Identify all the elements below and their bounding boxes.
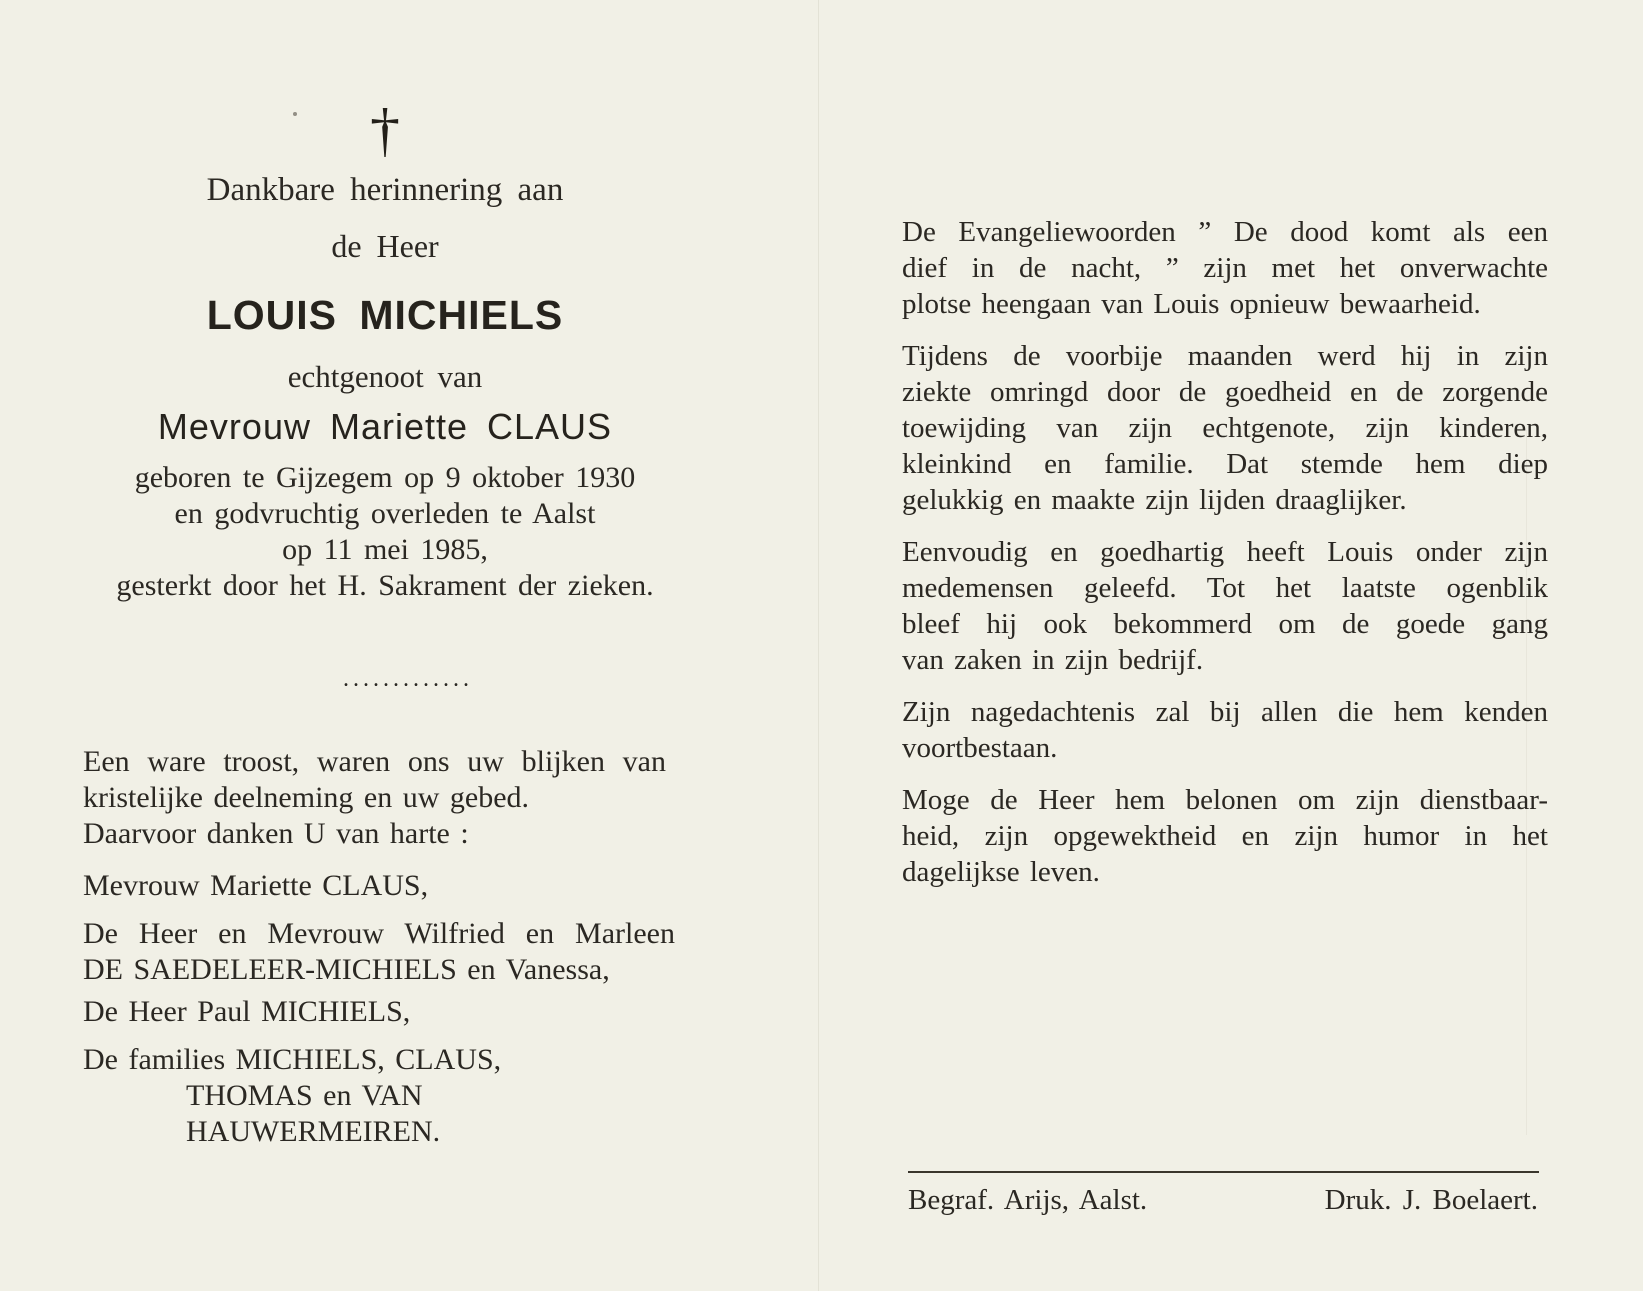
printer-credit: Druk. J. Boelaert. — [1324, 1184, 1538, 1216]
eulogy-line: medemensen geleefd. Tot het laatste ogenblik — [902, 572, 1548, 604]
eulogy-line: De Evangeliewoorden ” De dood komt als een — [902, 216, 1548, 248]
eulogy-line: gelukkig en maakte zijn lijden draaglijker. — [902, 484, 1407, 516]
mourner-group — [83, 916, 675, 988]
eulogy-line: toewijding van zijn echtgenote, zijn kinderen, — [902, 412, 1548, 444]
spouse-name: Mevrouw Mariette CLAUS — [157, 406, 613, 447]
eulogy-line: Eenvoudig en goedhartig heeft Louis onder zijn — [902, 536, 1548, 568]
mourner-group — [83, 1042, 675, 1150]
deceased-name: LOUIS MICHIELS — [206, 292, 564, 338]
eulogy-line: Tijdens de voorbije maanden werd hij in zijn — [902, 340, 1548, 372]
mourner-line: THOMAS en VAN HAUWERMEIREN. — [186, 1079, 441, 1148]
eulogy-line: bleef hij ook bekommerd om de goede gang — [902, 608, 1548, 640]
footer-rule — [908, 1171, 1539, 1173]
relation-line: echtgenoot van — [287, 359, 483, 394]
thanks-line: Een ware troost, waren ons uw blijken van — [83, 745, 666, 778]
death-date-line: op 11 mei 1985, — [282, 533, 488, 566]
thanks-block — [83, 744, 666, 852]
mourner-line: De Heer en Mevrouw Wilfried en Marleen — [83, 917, 675, 950]
eulogy-line: plotse heengaan van Louis opnieuw bewaarheid. — [902, 288, 1481, 320]
vitals-block — [55, 460, 715, 604]
mourner-group — [83, 994, 675, 1030]
eulogy-paragraph — [902, 338, 1548, 518]
mourner-line: DE SAEDELEER-MICHIELS en Vanessa, — [83, 953, 610, 986]
eulogy-line: van zaken in zijn bedrijf. — [902, 644, 1204, 676]
eulogy-line: ziekte omringd door de goedheid en de zorgende — [902, 376, 1548, 408]
mourner-line: De families MICHIELS, CLAUS, — [83, 1043, 502, 1076]
mourner-line: Mevrouw Mariette CLAUS, — [83, 869, 429, 902]
eulogy-line: voortbestaan. — [902, 732, 1058, 764]
eulogy-paragraph — [902, 694, 1548, 766]
eulogy-column — [902, 214, 1548, 906]
header-line-1: Dankbare herinnering aan — [206, 172, 564, 208]
header-line-2: de Heer — [331, 228, 439, 264]
eulogy-line: dief in de nacht, ” zijn met het onverwachte — [902, 252, 1548, 284]
mourner-line: De Heer Paul MICHIELS, — [83, 995, 411, 1028]
footer — [908, 1184, 1538, 1217]
eulogy-paragraph — [902, 534, 1548, 678]
eulogy-paragraph — [902, 782, 1548, 890]
death-place-line: en godvruchtig overleden te Aalst — [174, 497, 596, 530]
undertaker-credit: Begraf. Arijs, Aalst. — [908, 1184, 1148, 1216]
sacrament-line: gesterkt door het H. Sakrament der zieken. — [116, 569, 654, 602]
thanks-line: kristelijke deelneming en uw gebed. — [83, 781, 530, 814]
eulogy-line: Zijn nagedachtenis zal bij allen die hem kenden — [902, 696, 1548, 728]
eulogy-line: dagelijkse leven. — [902, 856, 1100, 888]
eulogy-paragraph — [902, 214, 1548, 322]
eulogy-line: Moge de Heer hem belonen om zijn dienstbaar- — [902, 784, 1548, 816]
cross-icon: † — [370, 97, 400, 163]
mourner-group — [83, 868, 675, 904]
dotted-divider: ............. — [343, 666, 473, 692]
birth-line: geboren te Gijzegem op 9 oktober 1930 — [134, 461, 636, 494]
thanks-line: Daarvoor danken U van harte : — [83, 817, 469, 850]
eulogy-line: heid, zijn opgewektheid en zijn humor in het — [902, 820, 1548, 852]
eulogy-line: kleinkind en familie. Dat stemde hem diep — [902, 448, 1548, 480]
fold-line — [818, 0, 819, 1291]
